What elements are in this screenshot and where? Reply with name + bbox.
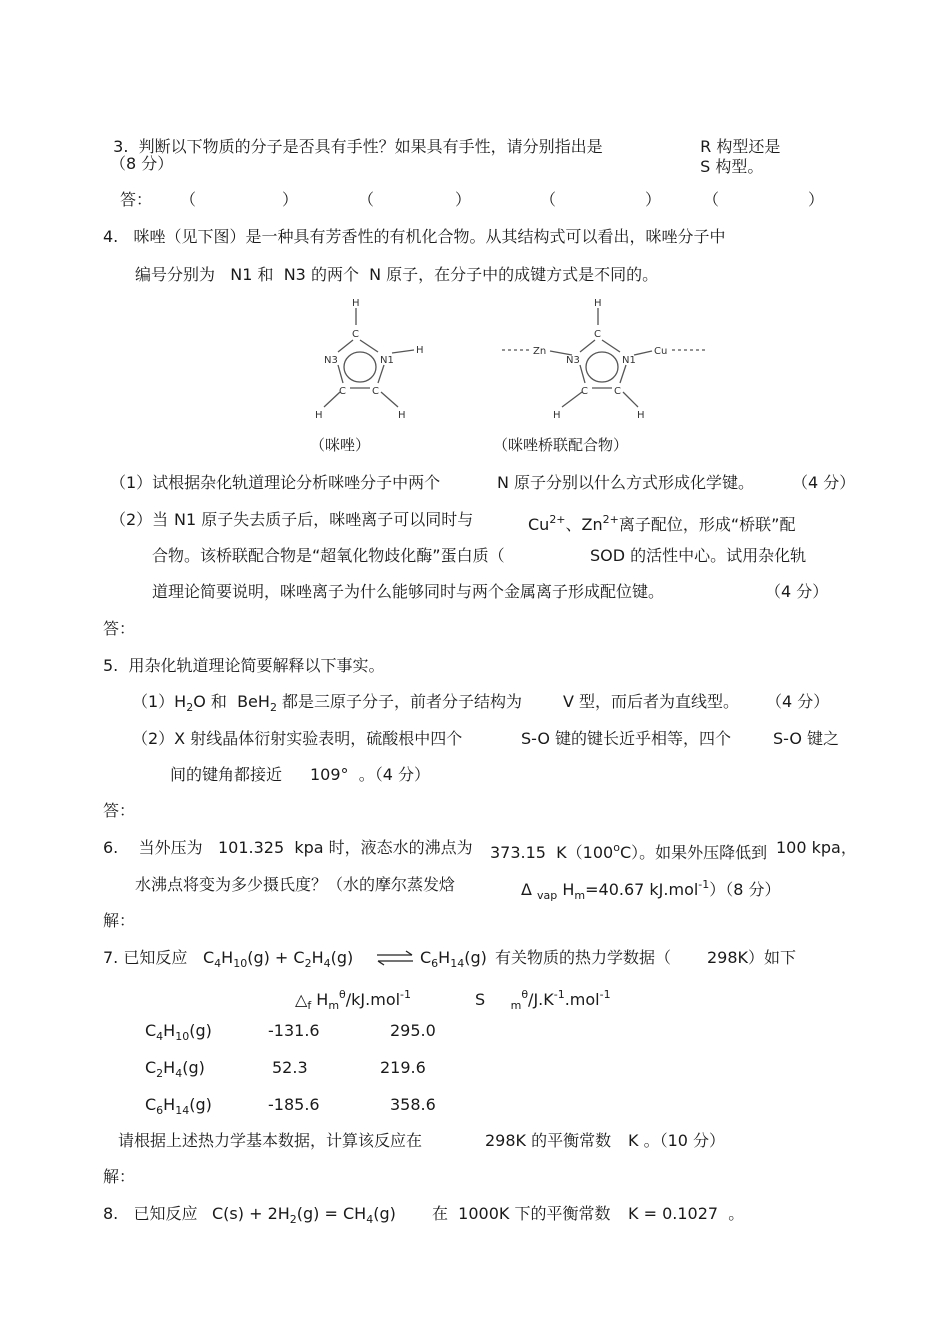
hdr-s: S bbox=[475, 990, 486, 1009]
row-sub2: 10 bbox=[175, 1030, 190, 1043]
q8-r-sub2: 4 bbox=[366, 1213, 374, 1226]
q6-delta: Δ bbox=[521, 880, 538, 899]
hdr-f: f bbox=[307, 999, 312, 1012]
q8-r-sub1: 2 bbox=[289, 1213, 297, 1226]
row-sub2: 4 bbox=[175, 1067, 183, 1080]
hdr-hm: m bbox=[328, 999, 340, 1012]
q5-p1-sub: 2 bbox=[186, 701, 194, 714]
q6-degree: o bbox=[613, 841, 620, 854]
p1-c: C bbox=[420, 948, 432, 967]
fig1-atom-h-right: H bbox=[416, 345, 424, 356]
q5-part2-line2-b: 109° 。（4 分） bbox=[310, 765, 430, 784]
q5-p1-a: （1）H bbox=[132, 692, 187, 711]
fig2-atom-zn: Zn bbox=[533, 346, 547, 357]
q5-part1 bbox=[132, 692, 522, 718]
r1-c: C bbox=[203, 948, 215, 967]
q3-text-b-wrap bbox=[690, 117, 780, 177]
q6-line1-a: 6. 当外压为 bbox=[103, 838, 203, 857]
fig1-atom-n1: N1 bbox=[380, 355, 394, 366]
q4-part2-a: （2）当 bbox=[110, 510, 169, 529]
fig1-caption: （咪唑） bbox=[310, 436, 371, 454]
hdr-theta1: θ bbox=[339, 988, 346, 1001]
q5-p1-sub2: 2 bbox=[269, 701, 277, 714]
fig2-atom-h-top: H bbox=[594, 298, 602, 309]
p1-h: H bbox=[438, 948, 451, 967]
fig2-atom-c-left: C bbox=[581, 386, 588, 397]
row-entropy: 358.6 bbox=[390, 1095, 436, 1114]
q4-line2-a: 编号分别为 bbox=[135, 265, 216, 284]
hdr-unit1: /kJ.mol bbox=[345, 990, 401, 1009]
r2-end: (g) bbox=[330, 948, 354, 967]
q6-value: =40.67 kJ.mol bbox=[585, 880, 699, 899]
q6-points: ）（8 分） bbox=[709, 880, 781, 899]
table-row bbox=[145, 1095, 212, 1121]
row-enthalpy: -185.6 bbox=[268, 1095, 320, 1114]
hdr-triangle: △ bbox=[295, 990, 308, 1009]
q3-paren-4-close: ） bbox=[808, 190, 825, 209]
q4-part2-b: N1 原子失去质子后，咪唑离子可以同时与 bbox=[174, 510, 474, 529]
fig2-atom-n1: N1 bbox=[622, 355, 636, 366]
q6-m: m bbox=[574, 889, 586, 902]
row-phase: (g) bbox=[189, 1095, 212, 1114]
q8-reaction bbox=[212, 1204, 396, 1230]
hdr-sm: m bbox=[510, 999, 522, 1012]
fig2-atom-n3: N3 bbox=[566, 355, 580, 366]
q3-paren-3-close: ） bbox=[645, 190, 662, 209]
hdr-unit2b: .mol bbox=[564, 990, 600, 1009]
q7-ask-a: 请根据上述热力学基本数据，计算该反应在 bbox=[118, 1131, 423, 1150]
q6-line1-b: 101.325 kpa 时，液态水的沸点为 bbox=[218, 838, 473, 857]
row-formula: C bbox=[145, 1095, 157, 1114]
row-sub2: 14 bbox=[175, 1104, 190, 1117]
q6-h: H bbox=[557, 880, 575, 899]
fig1-atom-h-br: H bbox=[398, 410, 406, 421]
q8-line1-e: 在 1000K 下的平衡常数 bbox=[432, 1204, 611, 1223]
q7-header-h bbox=[295, 985, 411, 1016]
q5-part2-b: S-O 键的键长近乎相等，四个 bbox=[521, 729, 732, 748]
q7-answer-label: 解： bbox=[103, 1167, 136, 1186]
q7-header-s bbox=[475, 985, 611, 1016]
table-row bbox=[145, 1021, 212, 1047]
q5-answer-label: 答： bbox=[103, 801, 136, 820]
row-entropy: 295.0 bbox=[390, 1021, 436, 1040]
q7-product bbox=[420, 948, 487, 974]
q8-r-c: (g) bbox=[373, 1204, 396, 1223]
q5-part2-a: （2）X 射线晶体衍射实验表明，硫酸根中四个 bbox=[132, 729, 463, 748]
q4-part2-line3-a: 道理论简要说明，咪唑离子为什么能够同时与两个金属离子形成配位键。 bbox=[152, 582, 665, 601]
cu-charge: 2+ bbox=[549, 513, 566, 526]
q4-part2-points: （4 分） bbox=[765, 582, 829, 601]
table-row bbox=[145, 1058, 205, 1084]
ion-separator: 、 bbox=[565, 515, 582, 534]
q3-text-c: S 构型。 bbox=[700, 157, 764, 176]
row-formula: C bbox=[145, 1021, 157, 1040]
row-sub1: 4 bbox=[156, 1030, 164, 1043]
q4-part1-a: （1）试根据杂化轨道理论分析咪唑分子中两个 bbox=[110, 473, 441, 492]
q7-line1-a: 7. 已知反应 bbox=[103, 948, 188, 967]
q4-part2-f: 离子配位，形成“桥联”配 bbox=[618, 515, 796, 534]
zn-ion: Zn bbox=[581, 515, 603, 534]
q3-paren-1-open: （ bbox=[180, 190, 197, 209]
row-formula2: H bbox=[163, 1095, 176, 1114]
r2-h-sub: 4 bbox=[323, 957, 331, 970]
fig1-atom-n3: N3 bbox=[324, 355, 338, 366]
row-phase: (g) bbox=[189, 1021, 212, 1040]
row-formula2: H bbox=[163, 1021, 176, 1040]
fig1-atom-h-top: H bbox=[352, 298, 360, 309]
r1-c-sub: 4 bbox=[214, 957, 222, 970]
p1-end: (g) bbox=[464, 948, 487, 967]
r2-c-sub: 2 bbox=[304, 957, 312, 970]
row-phase: (g) bbox=[182, 1058, 205, 1077]
q4-part2-line2-a: 合物。该桥联配合物是“超氧化物歧化酶”蛋白质（ bbox=[152, 546, 505, 565]
hdr-unit1-exp: -1 bbox=[400, 988, 412, 1001]
q8-line1-f: K = 0.1027 。 bbox=[628, 1204, 745, 1223]
hdr-h: H bbox=[311, 990, 329, 1009]
q3-paren-1-close: ） bbox=[282, 190, 299, 209]
fig1-atom-c-right: C bbox=[372, 386, 379, 397]
q6-vap: vap bbox=[537, 889, 558, 902]
hdr-unit2: /J.K bbox=[528, 990, 554, 1009]
q4-line2 bbox=[135, 265, 658, 285]
row-sub1: 6 bbox=[156, 1104, 164, 1117]
q7-line1-c: 298K）如下 bbox=[707, 948, 797, 967]
q6-line1-d: C）。如果外压降低到 bbox=[619, 843, 768, 862]
row-sub1: 2 bbox=[156, 1067, 164, 1080]
q4-line2-b: N1 和 bbox=[230, 265, 274, 284]
q8-r-a: C(s) + 2H bbox=[212, 1204, 290, 1223]
q7-ask-b: 298K 的平衡常数 bbox=[485, 1131, 612, 1150]
q6-line2-b bbox=[521, 875, 781, 906]
zn-charge: 2+ bbox=[602, 513, 619, 526]
q4-answer-label: 答： bbox=[103, 619, 136, 638]
equilibrium-arrow-icon bbox=[375, 948, 415, 968]
imidazole-structure bbox=[310, 295, 440, 425]
imidazole-bridged-complex bbox=[500, 295, 710, 425]
row-enthalpy: 52.3 bbox=[272, 1058, 308, 1077]
cu-ion: Cu bbox=[528, 515, 550, 534]
q6-line1-c bbox=[490, 838, 767, 863]
q3-paren-2-close: ） bbox=[455, 190, 472, 209]
q7-ask-c: K 。（10 分） bbox=[628, 1131, 726, 1150]
r2-h: H bbox=[311, 948, 324, 967]
fig2-caption: （咪唑桥联配合物） bbox=[493, 436, 629, 454]
fig2-atom-c-top: C bbox=[594, 329, 601, 340]
q5-part2-c: S-O 键之 bbox=[773, 729, 840, 748]
q6-line1-e: 100 kpa， bbox=[776, 838, 857, 857]
q5-part1-d: V 型，而后者为直线型。 bbox=[563, 692, 740, 711]
q4-part2-ions bbox=[528, 510, 795, 535]
fig2-atom-h-br: H bbox=[637, 410, 645, 421]
hdr-unit2-exp: -1 bbox=[553, 988, 565, 1001]
q5-p1-c: 都是三原子分子，前者分子结构为 bbox=[276, 692, 523, 711]
q8-r-b: (g) = CH bbox=[296, 1204, 367, 1223]
fig2-atom-h-bl: H bbox=[553, 410, 561, 421]
q4-line2-d: N 原子，在分子中的成键方式是不同的。 bbox=[369, 265, 659, 284]
q3-paren-4-open: （ bbox=[703, 190, 720, 209]
q5-part1-points: （4 分） bbox=[766, 692, 830, 711]
row-enthalpy: -131.6 bbox=[268, 1021, 320, 1040]
r1-mid: (g) + C bbox=[247, 948, 305, 967]
p1-c-sub: 6 bbox=[431, 957, 439, 970]
q7-line1-b: 有关物质的热力学数据（ bbox=[495, 948, 672, 967]
q7-reactants bbox=[203, 948, 353, 974]
q3-text-b: R 构型还是 bbox=[700, 137, 781, 156]
q3-paren-3-open: （ bbox=[540, 190, 557, 209]
q6-exp: -1 bbox=[698, 878, 710, 891]
q3-answer-label: 答： bbox=[120, 190, 153, 209]
q3-paren-2-open: （ bbox=[358, 190, 375, 209]
q4-part1-points: （4 分） bbox=[792, 473, 856, 492]
hdr-unit2b-exp: -1 bbox=[599, 988, 611, 1001]
row-formula: C bbox=[145, 1058, 157, 1077]
q3-points: （8 分） bbox=[110, 154, 174, 173]
q5-p1-b: O 和 BeH bbox=[193, 692, 270, 711]
q4-line2-c: N3 的两个 bbox=[283, 265, 359, 284]
q4-line1: 4. 咪唑（见下图）是一种具有芳香性的有机化合物。从其结构式可以看出，咪唑分子中 bbox=[103, 227, 726, 246]
fig1-atom-h-bl: H bbox=[315, 410, 323, 421]
fig2-atom-cu: Cu bbox=[654, 346, 668, 357]
fig1-atom-c-top: C bbox=[352, 329, 359, 340]
hdr-theta2: θ bbox=[521, 988, 529, 1001]
q6-line2-a: 水沸点将变为多少摄氏度？（水的摩尔蒸发焓 bbox=[135, 875, 456, 894]
q4-part1-b: N 原子分别以什么方式形成化学键。 bbox=[497, 473, 755, 492]
q6-temp: 373.15 K（100 bbox=[490, 843, 614, 862]
r1-h-sub: 10 bbox=[233, 957, 248, 970]
q6-answer-label: 解： bbox=[103, 911, 136, 930]
q3-text-a: 3. 判断以下物质的分子是否具有手性？如果具有手性，请分别指出是 bbox=[113, 137, 603, 156]
q3-line1 bbox=[103, 117, 603, 157]
row-formula2: H bbox=[163, 1058, 176, 1077]
fig2-atom-c-right: C bbox=[614, 386, 621, 397]
q8-line1-a: 8. 已知反应 bbox=[103, 1204, 198, 1223]
p1-h-sub: 14 bbox=[450, 957, 465, 970]
q5-part2-line2-a: 间的键角都接近 bbox=[170, 765, 283, 784]
q5-line1: 5. 用杂化轨道理论简要解释以下事实。 bbox=[103, 656, 385, 675]
r1-h: H bbox=[221, 948, 234, 967]
fig1-atom-c-left: C bbox=[339, 386, 346, 397]
q4-part2-line2-b: SOD 的活性中心。试用杂化轨 bbox=[590, 546, 807, 565]
row-entropy: 219.6 bbox=[380, 1058, 426, 1077]
